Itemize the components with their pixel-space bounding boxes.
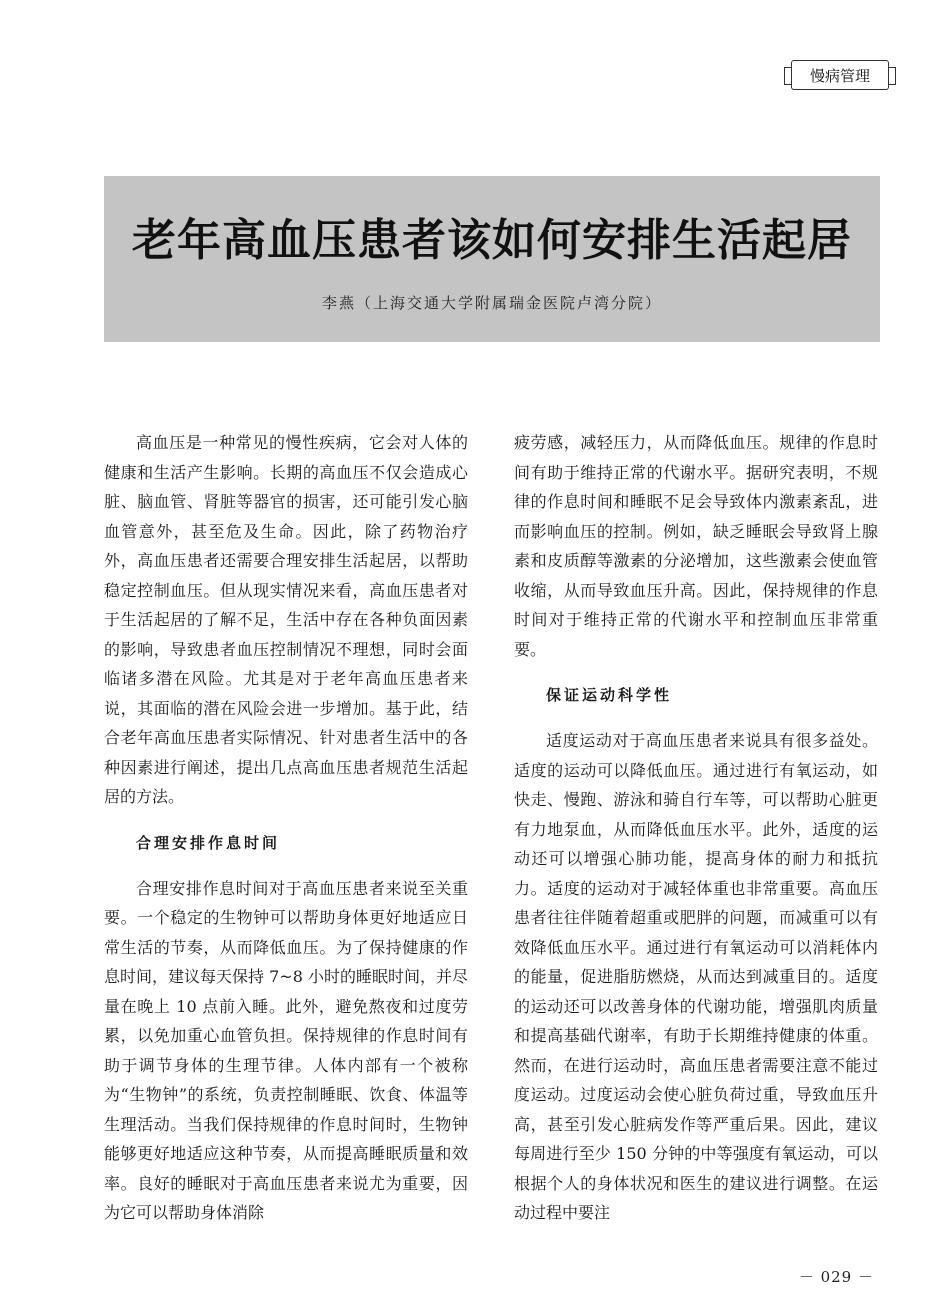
section-tag bbox=[791, 60, 889, 90]
left-column bbox=[104, 428, 468, 1228]
section2-heading: 保证运动科学性 bbox=[546, 686, 673, 704]
section2-paragraph: 适度运动对于高血压患者来说具有很多益处。适度的运动可以降低血压。通过进行有氧运动，如快走、慢跑、游泳和骑自行车等，可以帮助心脏更有力地泵血，从而降低血压水平。此外，适度的运动还可以增强心肺功能，提高身体的耐力和抵抗力。适度的运动对于减轻体重也非常重要。高血压患者往往伴随着超重或肥胖的问题，而减重可以有效降低血压水平。通过进行有氧运动可以消耗体内的能量，促进脂肪燃烧，从而达到减重目的。适度的运动还可以改善身体的代谢功能，增强肌肉质量和提高基础代谢率，有助于长期维持健康的体重。然而，在进行运动时，高血压患者需要注意不能过度运动。过度运动会使心脏负荷过重，导致血压升高，甚至引发心脏病发作等严重后果。因此，建议每周进行至少 150 分钟的中等强度有氧运动，可以根据个人的身体状况和医生的建议进行调整。在运动过程中要注 bbox=[514, 731, 878, 1222]
section1-paragraph-continued: 疲劳感，减轻压力，从而降低血压。规律的作息时间有助于维持正常的代谢水平。据研究表明，不规律的作息时间和睡眠不足会导致体内激素紊乱，进而影响血压的控制。例如，缺乏睡眠会导致肾上腺素和皮质醇等激素的分泌增加，这些激素会使血管收缩，从而导致血压升高。因此，保持规律的作息时间对于维持正常的代谢水平和控制血压非常重要。 bbox=[514, 433, 878, 659]
section1-heading: 合理安排作息时间 bbox=[136, 833, 281, 852]
title-banner bbox=[104, 176, 880, 342]
article-author: 李燕（上海交通大学附属瑞金医院卢湾分院） bbox=[321, 294, 662, 312]
article-title: 老年高血压患者该如何安排生活起居 bbox=[132, 215, 852, 266]
section1-paragraph: 合理安排作息时间对于高血压患者来说至关重要。一个稳定的生物钟可以帮助身体更好地适应日常生活的节奏，从而降低血压。为了保持健康的作息时间，建议每天保持 7~8 小时的睡眠时间，并尽量在晚上 10 点前入睡。此外，避免熬夜和过度劳累，以免加重心血管负担。保持规律的作息时间有助于调节身体的生理节律。人体内部有一个被称为“生物钟”的系统，负责控制睡眠、饮食、体温等生理活动。当我们保持规律的作息时间时，生物钟能够更好地适应这种节奏，从而提高睡眠质量和效率。良好的睡眠对于高血压患者来说尤为重要，因为它可以帮助身体消除 bbox=[104, 878, 468, 1222]
section-tag-label: 慢病管理 bbox=[809, 66, 870, 85]
intro-paragraph: 高血压是一种常见的慢性疾病，它会对人体的健康和生活产生影响。长期的高血压不仅会造成心脏、脑血管、肾脏等器官的损害，还可能引发心脑血管意外，甚至危及生命。因此，除了药物治疗外，高血压患者还需要合理安排生活起居，以帮助稳定控制血压。但从现实情况来看，高血压患者对于生活起居的了解不足，生活中存在各种负面因素的影响，导致患者血压控制情况不理想，同时会面临诸多潜在风险。尤其是对于老年高血压患者来说，其面临的潜在风险会进一步增加。基于此，结合老年高血压患者实际情况、针对患者生活中的各种因素进行阐述，提出几点高血压患者规范生活起居的方法。 bbox=[104, 433, 468, 806]
right-column bbox=[514, 428, 878, 1228]
page-number: － 029 － bbox=[798, 1268, 874, 1286]
